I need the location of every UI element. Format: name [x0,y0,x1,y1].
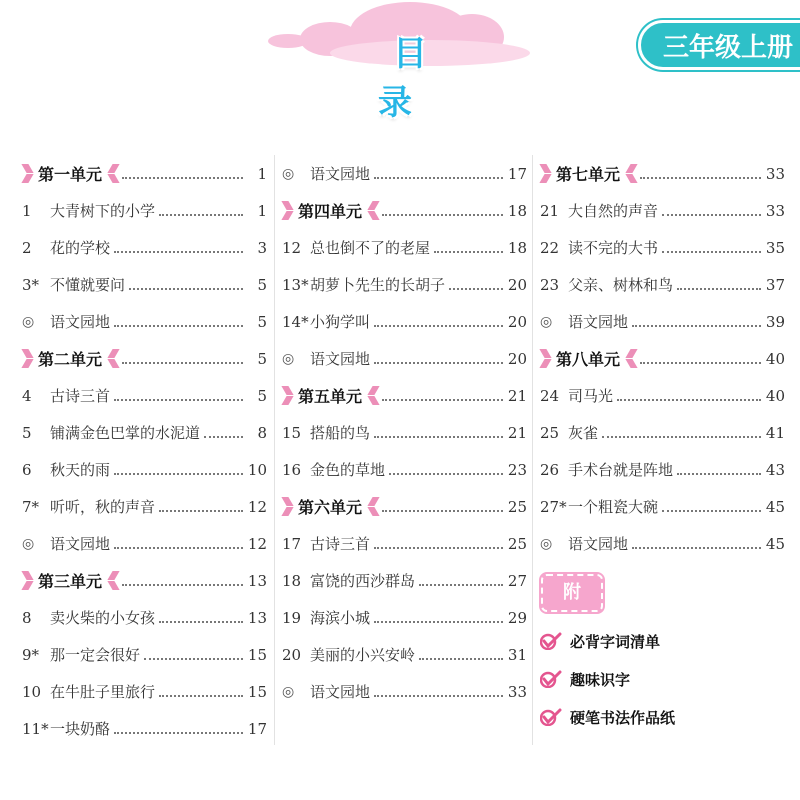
toc-entry[interactable] [22,229,267,266]
appendix-item-label: 必背字词清单 [570,632,661,651]
leader-dots [662,251,761,253]
leader-dots [374,547,503,549]
garden-circle-icon: ◎ [282,683,295,700]
page-number: 5 [257,275,267,294]
toc-entry[interactable] [282,266,527,303]
toc-entry[interactable] [282,525,527,562]
leader-dots [640,177,761,179]
lesson-title: 语文园地 [310,165,371,183]
page-number: 5 [257,386,267,405]
toc-entry-garden[interactable] [282,340,527,377]
toc-entry[interactable] [22,636,267,673]
toc-entry[interactable] [22,599,267,636]
toc-entry-garden[interactable] [282,673,527,710]
lesson-title: 海滨小城 [310,609,371,627]
leader-dots [389,473,503,475]
title-block [330,26,490,123]
lesson-number: 15 [282,423,302,442]
leader-dots [114,251,243,253]
lesson-title: 花的学校 [50,239,111,257]
lesson-title: 胡萝卜先生的长胡子 [310,276,446,294]
lesson-number: 23 [540,275,560,294]
leader-dots [114,473,243,475]
lesson-number: 2 [22,238,32,257]
toc-entry[interactable] [540,377,785,414]
garden-circle-icon: ◎ [22,313,35,330]
toc-entry[interactable] [282,599,527,636]
leader-dots [677,473,761,475]
leader-dots [144,658,243,660]
lesson-number: 1 [22,201,32,220]
page-number: 25 [507,497,527,516]
unit-heading[interactable] [22,155,267,192]
lesson-title: 秋天的雨 [50,461,111,479]
toc-entry[interactable] [540,414,785,451]
unit-heading[interactable] [540,155,785,192]
leader-dots [129,288,243,290]
leader-dots [159,695,243,697]
toc-entry-garden[interactable] [540,303,785,340]
lesson-number: 24 [540,386,560,405]
lesson-title: 语文园地 [310,350,371,368]
leader-dots [662,214,761,216]
lesson-title: 美丽的小兴安岭 [310,646,416,664]
toc-entry[interactable] [282,562,527,599]
lesson-title: 语文园地 [310,683,371,701]
lesson-number: 18 [282,571,302,590]
leader-dots [374,362,503,364]
lesson-title: 语文园地 [50,535,111,553]
column-divider [532,155,533,745]
leader-dots [114,325,243,327]
lesson-number: 27* [540,497,567,516]
garden-circle-icon: ◎ [540,313,553,330]
lesson-title: 不懂就要问 [50,276,126,294]
garden-circle-icon: ◎ [22,535,35,552]
toc-entry[interactable] [22,451,267,488]
appendix-tag: 附 [541,574,603,612]
page-number: 8 [257,423,267,442]
lesson-title: 总也倒不了的老屋 [310,239,431,257]
lesson-title: 古诗三首 [50,387,111,405]
bracket-left-icon [22,164,32,184]
toc-entry[interactable] [540,192,785,229]
appendix-item[interactable] [540,660,675,698]
bracket-right-icon [368,497,378,517]
toc-entry-garden[interactable] [22,303,267,340]
page-number: 5 [257,312,267,331]
lesson-number: 6 [22,460,32,479]
lesson-number: 22 [540,238,560,257]
toc-entry[interactable] [540,266,785,303]
unit-heading[interactable] [282,488,527,525]
bracket-right-icon [368,201,378,221]
grade-badge: 三年级上册 [638,20,800,70]
page-number: 21 [507,423,527,442]
page-number: 33 [765,201,785,220]
page-number: 45 [765,497,785,516]
bracket-right-icon [108,571,118,591]
page-number: 18 [507,201,527,220]
appendix-item[interactable] [540,698,675,736]
lesson-title: 卖火柴的小女孩 [50,609,156,627]
lesson-number: 17 [282,534,302,553]
lesson-number: 12 [282,238,302,257]
unit-title: 第五单元 [298,387,363,406]
leader-dots [677,288,761,290]
toc-entry[interactable] [282,451,527,488]
lesson-number: 7* [22,497,40,516]
page-number: 12 [247,497,267,516]
toc-entry[interactable] [22,266,267,303]
appendix-item-label: 硬笔书法作品纸 [570,708,676,727]
leader-dots [632,547,761,549]
leader-dots [640,362,761,364]
page-number: 40 [765,386,785,405]
lesson-number: 19 [282,608,302,627]
page-number: 39 [765,312,785,331]
lesson-number: 13* [282,275,309,294]
lesson-title: 搭船的鸟 [310,424,371,442]
checkmark-icon [540,708,562,726]
leader-dots [382,510,503,512]
page-number: 13 [247,571,267,590]
lesson-title: 灰雀 [568,424,599,442]
toc-entry[interactable] [22,192,267,229]
leader-dots [204,436,243,438]
toc-column-1 [22,155,267,747]
leader-dots [122,362,243,364]
page-number: 33 [507,682,527,701]
garden-circle-icon: ◎ [282,350,295,367]
page-number: 35 [765,238,785,257]
lesson-title: 大自然的声音 [568,202,659,220]
leader-dots [374,436,503,438]
page-number: 5 [257,349,267,368]
toc-column-3 [540,155,785,562]
toc-entry-garden[interactable] [540,525,785,562]
unit-title: 第四单元 [298,202,363,221]
toc-entry[interactable] [282,414,527,451]
lesson-title: 富饶的西沙群岛 [310,572,416,590]
bracket-left-icon [22,349,32,369]
unit-heading[interactable] [540,340,785,377]
page-number: 33 [765,164,785,183]
leader-dots [617,399,761,401]
lesson-title: 读不完的大书 [568,239,659,257]
toc-entry[interactable] [540,451,785,488]
toc-entry[interactable] [282,229,527,266]
lesson-number: 9* [22,645,40,664]
page-number: 29 [507,608,527,627]
appendix-item[interactable] [540,622,675,660]
appendix-item-label: 趣味识字 [570,670,631,689]
page-number: 41 [765,423,785,442]
leader-dots [419,658,503,660]
toc-column-2 [282,155,527,710]
toc-entry[interactable] [22,488,267,525]
garden-circle-icon: ◎ [282,165,295,182]
page-number: 13 [247,608,267,627]
lesson-title: 语文园地 [50,313,111,331]
lesson-title: 一个粗瓷大碗 [568,498,659,516]
leader-dots [374,177,503,179]
page-number: 1 [257,201,267,220]
unit-title: 第六单元 [298,498,363,517]
page-number: 20 [507,312,527,331]
page-title: 目 录 [378,34,457,123]
leader-dots [374,325,503,327]
page-number: 18 [507,238,527,257]
bracket-right-icon [626,349,636,369]
leader-dots [632,325,761,327]
unit-heading[interactable] [282,377,527,414]
page-number: 21 [507,386,527,405]
toc-entry-garden[interactable] [282,155,527,192]
leader-dots [382,214,503,216]
lesson-title: 在牛肚子里旅行 [50,683,156,701]
leader-dots [114,732,243,734]
lesson-number: 25 [540,423,560,442]
page-number: 45 [765,534,785,553]
lesson-number: 11* [22,719,49,738]
lesson-number: 4 [22,386,32,405]
leader-dots [159,214,243,216]
lesson-title: 金色的草地 [310,461,386,479]
checkmark-icon [540,670,562,688]
checkmark-icon [540,632,562,650]
leader-dots [122,177,243,179]
bracket-left-icon [540,349,550,369]
leader-dots [122,584,243,586]
page-number: 20 [507,275,527,294]
page-number: 17 [507,164,527,183]
lesson-number: 8 [22,608,32,627]
bracket-left-icon [540,164,550,184]
lesson-number: 26 [540,460,560,479]
lesson-title: 听听，秋的声音 [50,498,156,516]
lesson-title: 语文园地 [568,535,629,553]
unit-heading[interactable] [282,192,527,229]
lesson-title: 父亲、树林和鸟 [568,276,674,294]
bracket-right-icon [108,349,118,369]
bracket-right-icon [368,386,378,406]
unit-title: 第七单元 [556,165,621,184]
toc-entry[interactable] [282,303,527,340]
page-number: 20 [507,349,527,368]
leader-dots [434,251,503,253]
toc-entry[interactable] [22,710,267,747]
page-number: 1 [257,164,267,183]
leader-dots [374,695,503,697]
leader-dots [159,510,243,512]
page-number: 17 [247,719,267,738]
page-number: 3 [257,238,267,257]
leader-dots [114,399,243,401]
lesson-number: 3* [22,275,40,294]
toc-entry[interactable] [22,414,267,451]
leader-dots [449,288,503,290]
lesson-number: 16 [282,460,302,479]
page-number: 43 [765,460,785,479]
page-number: 37 [765,275,785,294]
page-number: 15 [247,682,267,701]
leader-dots [114,547,243,549]
toc-entry[interactable] [540,488,785,525]
toc-entry-garden[interactable] [22,525,267,562]
leader-dots [602,436,761,438]
leader-dots [419,584,503,586]
page-number: 40 [765,349,785,368]
page-number: 15 [247,645,267,664]
page-number: 10 [247,460,267,479]
lesson-title: 那一定会很好 [50,646,141,664]
lesson-title: 大青树下的小学 [50,202,156,220]
leader-dots [159,621,243,623]
lesson-title: 一块奶酪 [50,720,111,738]
lesson-number: 20 [282,645,302,664]
bracket-left-icon [22,571,32,591]
unit-title: 第一单元 [38,165,103,184]
lesson-number: 5 [22,423,32,442]
unit-heading[interactable] [22,340,267,377]
unit-title: 第三单元 [38,572,103,591]
leader-dots [662,510,761,512]
page-number: 27 [507,571,527,590]
appendix-list [540,622,675,736]
bracket-left-icon [282,201,292,221]
toc-entry[interactable] [22,377,267,414]
bracket-left-icon [282,497,292,517]
bracket-right-icon [108,164,118,184]
bracket-left-icon [282,386,292,406]
toc-entry[interactable] [22,673,267,710]
page-number: 23 [507,460,527,479]
lesson-title: 手术台就是阵地 [568,461,674,479]
page-number: 12 [247,534,267,553]
lesson-title: 小狗学叫 [310,313,371,331]
toc-entry[interactable] [282,636,527,673]
lesson-number: 14* [282,312,309,331]
unit-title: 第八单元 [556,350,621,369]
lesson-title: 司马光 [568,387,614,405]
leader-dots [374,621,503,623]
lesson-number: 21 [540,201,560,220]
bracket-right-icon [626,164,636,184]
page-number: 25 [507,534,527,553]
leader-dots [382,399,503,401]
lesson-number: 10 [22,682,42,701]
unit-heading[interactable] [22,562,267,599]
lesson-title: 铺满金色巴掌的水泥道 [50,424,201,442]
unit-title: 第二单元 [38,350,103,369]
column-divider [274,155,275,745]
toc-entry[interactable] [540,229,785,266]
lesson-title: 古诗三首 [310,535,371,553]
page-number: 31 [507,645,527,664]
lesson-title: 语文园地 [568,313,629,331]
garden-circle-icon: ◎ [540,535,553,552]
